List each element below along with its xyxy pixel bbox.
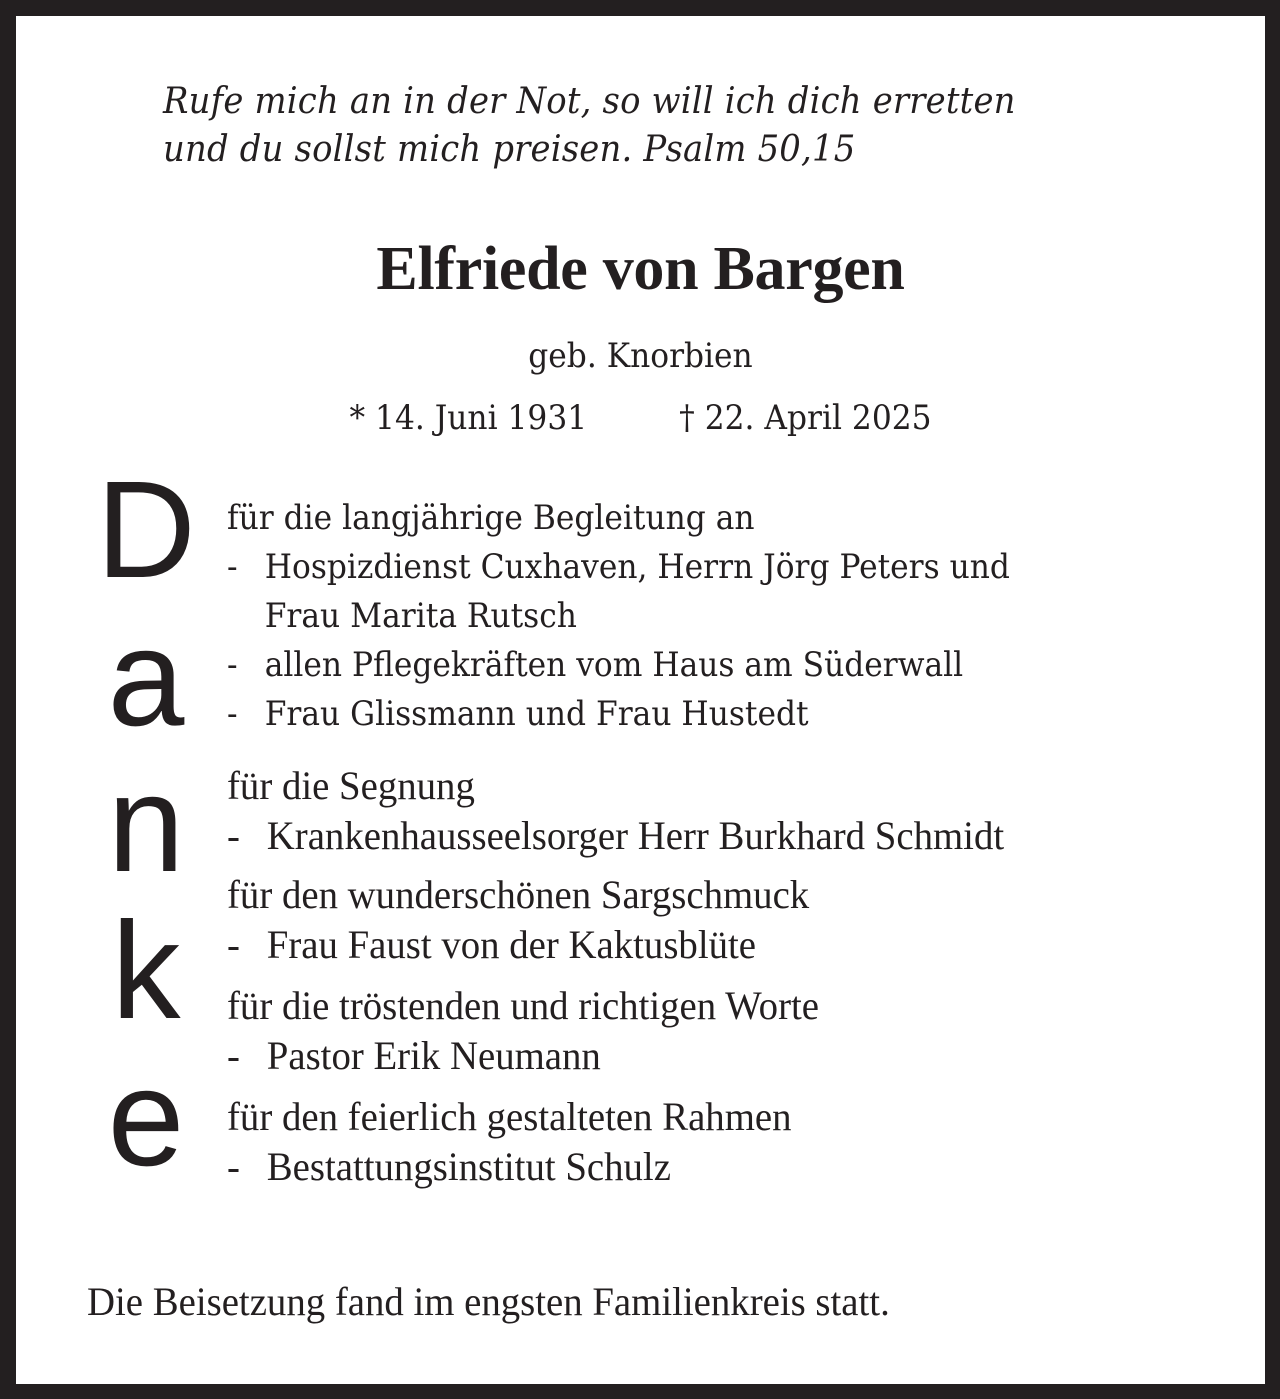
deceased-name: Elfriede von Bargen xyxy=(376,235,905,303)
thanks-heading: für den wunderschönen Sargschmuck xyxy=(227,872,810,917)
burial-note: Die Beisetzung fand im engsten Familienkreis statt. xyxy=(87,1279,890,1324)
dash-bullet: - xyxy=(227,547,238,587)
thanks-item-continuation xyxy=(227,594,577,638)
dash-bullet: - xyxy=(227,1033,240,1078)
thanks-item xyxy=(227,814,1004,858)
dash-bullet: - xyxy=(227,922,240,967)
thanks-item-text: Bestattungsinstitut Schulz xyxy=(266,1144,671,1189)
dash-bullet: - xyxy=(227,645,238,685)
danke-letter-d: D xyxy=(96,453,196,607)
thanks-item xyxy=(227,1034,601,1078)
thanks-item xyxy=(227,692,809,736)
psalm-quote xyxy=(163,78,1016,174)
death-date: † 22. April 2025 xyxy=(679,398,932,438)
thanks-item xyxy=(227,545,1010,589)
thanks-item-text: Krankenhausseelsorger Herr Burkhard Schmidt xyxy=(266,813,1005,858)
thanks-item-text: allen Pflegekräften vom Haus am Süderwall xyxy=(264,645,964,685)
thanks-item-text: Frau Marita Rutsch xyxy=(264,596,577,636)
thanks-heading: für den feierlich gestalteten Rahmen xyxy=(227,1094,792,1139)
thanks-item xyxy=(227,1145,671,1189)
thanks-item-text: Pastor Erik Neumann xyxy=(266,1033,601,1078)
thanks-item-text: Frau Glissmann und Frau Hustedt xyxy=(264,694,809,734)
birth-date: * 14. Juni 1931 xyxy=(349,398,588,438)
thanks-item xyxy=(227,643,963,687)
thanks-item-text: Frau Faust von der Kaktusblüte xyxy=(266,922,757,967)
thanks-heading: für die langjährige Begleitung an xyxy=(227,498,755,538)
dash-bullet: - xyxy=(227,694,238,734)
obituary-notice xyxy=(16,16,1265,1384)
thanks-heading: für die Segnung xyxy=(227,763,475,808)
danke-letter-k: k xyxy=(111,894,181,1048)
thanks-heading: für die tröstenden und richtigen Worte xyxy=(227,983,820,1028)
quote-line-1: Rufe mich an in der Not, so will ich dich erretten xyxy=(163,81,1016,122)
danke-letter-a: a xyxy=(107,601,185,755)
dash-bullet: - xyxy=(227,813,240,858)
danke-letter-e: e xyxy=(107,1041,185,1195)
thanks-item-text: Hospizdienst Cuxhaven, Herrn Jörg Peters und xyxy=(264,547,1010,587)
birth-name: geb. Knorbien xyxy=(528,336,753,376)
thanks-item xyxy=(227,923,756,967)
quote-line-2: und du sollst mich preisen. Psalm 50,15 xyxy=(163,129,856,170)
danke-letter-n: n xyxy=(107,747,185,901)
life-dates xyxy=(66,396,1215,440)
dash-bullet: - xyxy=(227,1144,240,1189)
